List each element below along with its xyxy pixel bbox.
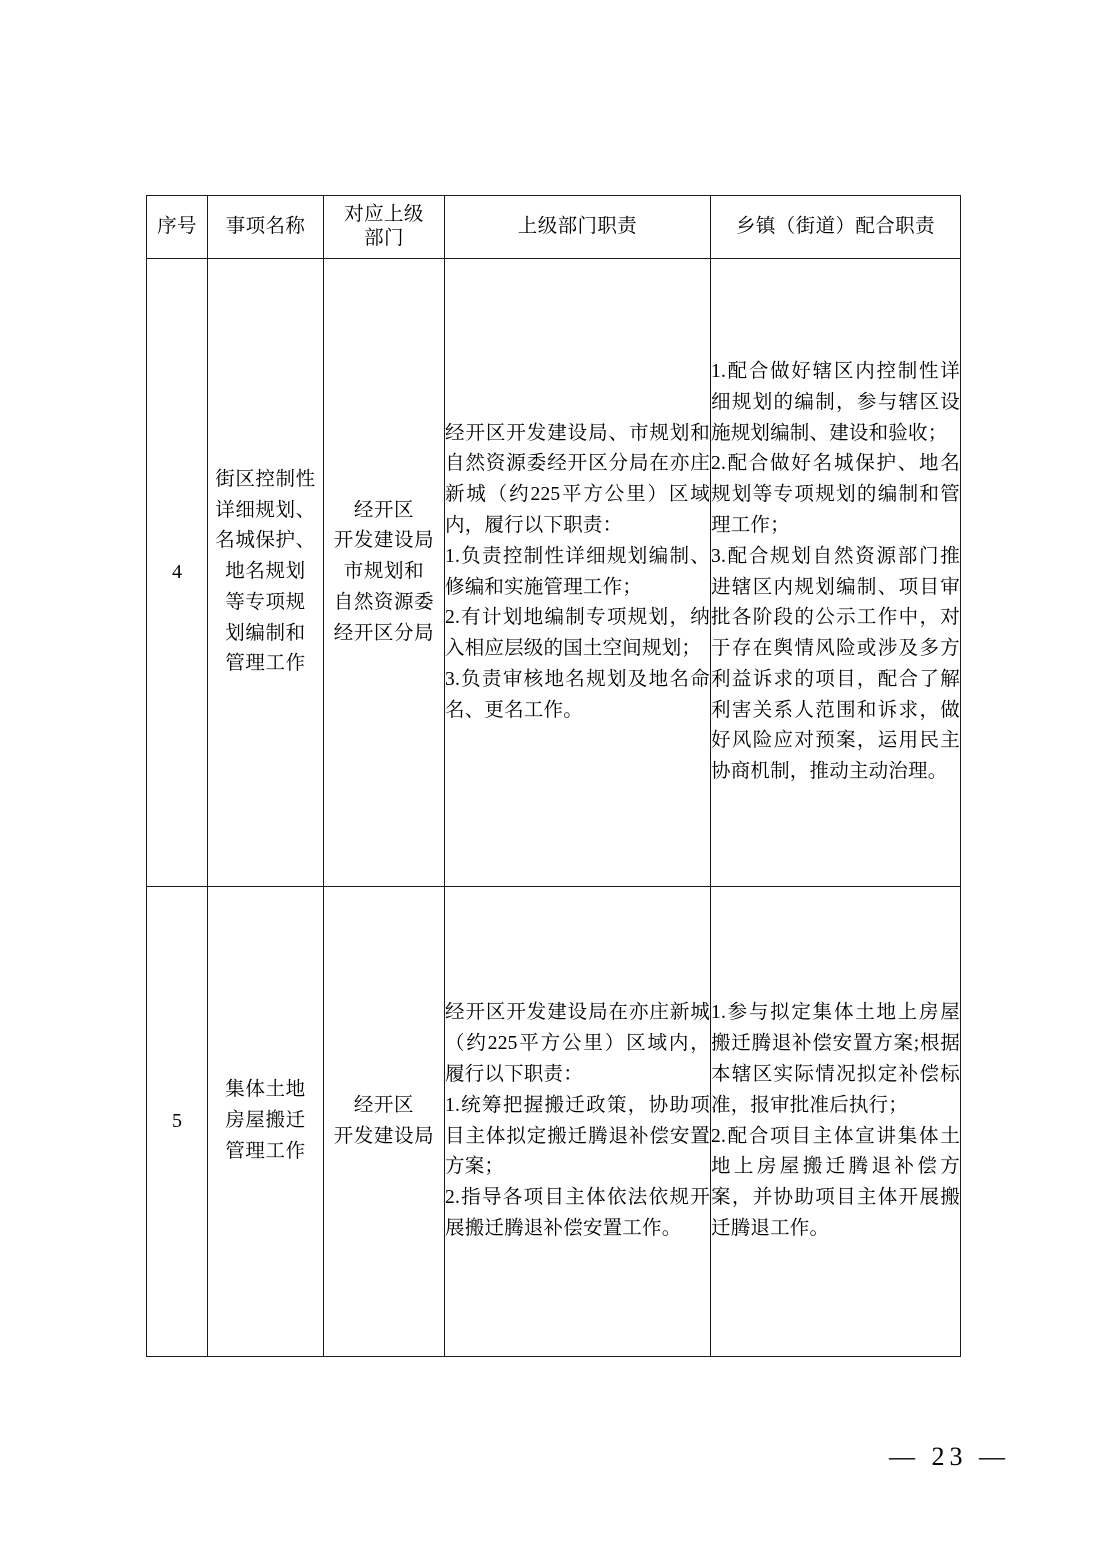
row-upper-department [324,887,445,1357]
row-item-name-line: 房屋搬迁 [225,1110,306,1132]
column-header-item-name-label: 事项名称 [225,216,306,238]
row-item-name-line: 集体土地 [225,1079,306,1101]
table-header [147,196,961,259]
row-item-name-line: 管理工作 [225,1140,306,1162]
column-header-sequence [147,196,208,259]
column-header-township-cooperation-label: 乡镇（街道）配合职责 [735,216,935,238]
row-item-name [208,259,324,887]
column-header-upper-department-line2: 部门 [364,228,404,249]
column-header-upper-department-line1: 对应上级 [344,204,424,226]
row-item-name [208,887,324,1357]
row-item-name-line: 管理工作 [225,653,306,675]
row-sequence-number: 5 [147,887,208,1357]
row-item-name-line: 地名规划 [225,561,306,583]
row-upper-department-line: 开发建设局 [333,1125,435,1147]
column-header-township-cooperation [711,196,961,259]
row-upper-department-line: 经开区 [353,1094,415,1116]
row-upper-department-line: 市规划和 [343,561,425,583]
column-header-upper-duty [445,196,711,259]
table-row [147,259,961,887]
row-upper-duty-text: 经开区开发建设局、市规划和自然资源委经开区分局在亦庄新城（约225平方公里）区域内，履行以下职责： 1.负责控制性详细规划编制、修编和实施管理工作； 2.有计划地编制专项规划，纳入相应层级的国土空间规划； 3.负责审核地名规划及地名命名、更名工作。 [445,422,710,721]
row-township-cooperation-text: 1.参与拟定集体土地上房屋搬迁腾退补偿安置方案;根据本辖区实际情况拟定补偿标准，报审批准后执行； 2.配合项目主体宣讲集体土地上房屋搬迁腾退补偿方案，并协助项目主体开展搬迁腾退工作。 [711,1002,960,1239]
row-item-name-line: 详细规划、 [215,499,316,521]
table-row [147,887,961,1357]
row-upper-duty [445,259,711,887]
row-township-cooperation [711,887,961,1357]
row-upper-duty [445,887,711,1357]
row-upper-department-line: 经开区分局 [333,622,435,644]
row-township-cooperation [711,259,961,887]
column-header-upper-duty-label: 上级部门职责 [517,216,638,238]
row-item-name-line: 街区控制性 [215,468,316,490]
column-header-upper-department [324,196,445,259]
column-header-item-name [208,196,324,259]
row-township-cooperation-text: 1.配合做好辖区内控制性详细规划的编制，参与辖区设施规划编制、建设和验收； 2.配合做好名城保护、地名规划等专项规划的编制和管理工作； 3.配合规划自然资源部门推进辖区内规划编制、项目审批各阶段的公示工作中，对于存在舆情风险或涉及多方利益诉求的项目，配合了解利害关系人范围和诉求，做好风险应对预案，运用民主协商机制，推动主动治理。 [711,360,960,783]
row-item-name-line: 名城保护、 [215,530,316,552]
column-header-sequence-label: 序号 [157,216,197,238]
row-upper-duty-text: 经开区开发建设局在亦庄新城（约225平方公里）区域内，履行以下职责： 1.统筹把握搬迁政策，协助项目主体拟定搬迁腾退补偿安置方案； 2.指导各项目主体依法依规开展搬迁腾退补偿安置工作。 [445,1002,710,1239]
table-header-row [147,196,961,259]
row-item-name-line: 等专项规 [225,591,306,613]
table-body [147,259,961,1357]
row-upper-department-line: 经开区 [353,499,415,521]
row-sequence-number: 4 [147,259,208,887]
row-upper-department-line: 自然资源委 [333,591,435,613]
responsibility-table [146,195,961,1357]
page-number: — 23 — [889,1442,1010,1471]
row-upper-department [324,259,445,887]
row-item-name-line: 划编制和 [225,622,306,644]
row-upper-department-line: 开发建设局 [333,530,435,552]
